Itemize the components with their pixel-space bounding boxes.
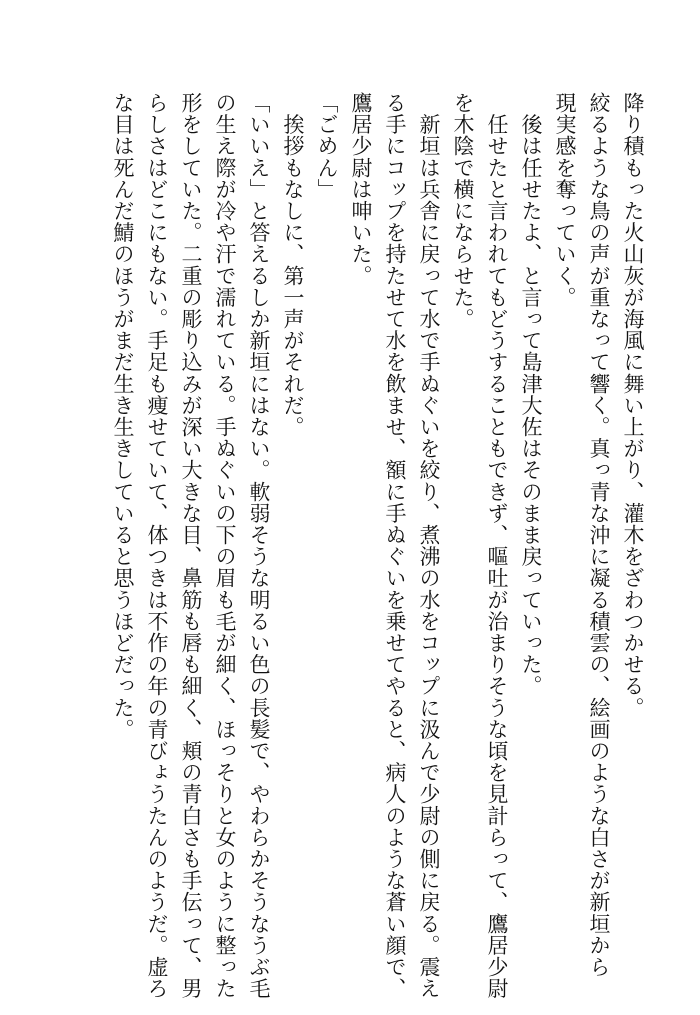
text-line: な目は死んだ鯖のほうがまだ生き生きしていると思うほどだった。 [111, 92, 135, 740]
text-line: を木陰で横にならせた。 [451, 92, 475, 330]
text-line: 任せたと言われてもどうすることもできず、嘔吐が治まりそうな頃を見計らって、鷹居少尉 [485, 92, 509, 1000]
text-line: る手にコップを持たせて水を飲ませ、額に手ぬぐいを乗せてやると、病人のような蒼い顔で、 [383, 92, 407, 1000]
text-line: らしさはどこにもない。手足も痩せていて、体つきは不作の年の青びょうたんのようだ。虚ろ [145, 92, 169, 1000]
text-line: 降り積もった火山灰が海風に舞い上がり、灌木をざわつかせる。 [621, 92, 645, 719]
text-line: 後は任せたよ、と言って島津大佐はそのまま戻っていった。 [519, 92, 543, 697]
text-line: 「ごめん」 [315, 92, 339, 200]
text-line: 形をしていた。二重の彫り込みが深い大きな目、鼻筋も唇も細く、頬の青白さも手伝って、男 [179, 92, 203, 1000]
vertical-text-block [106, 92, 650, 1000]
text-line: 新垣は兵舎に戻って水で手ぬぐいを絞り、煮沸の水をコップに汲んで少尉の側に戻る。震え [417, 92, 441, 1000]
text-line: 現実感を奪っていく。 [553, 92, 577, 308]
text-line: 挨拶もなしに、第一声がそれだ。 [281, 92, 305, 438]
text-line: 「いいえ」と答えるしか新垣にはない。軟弱そうな明るい色の長髪で、やわらかそうなうぶ毛 [247, 92, 271, 1000]
text-line: 絞るような鳥の声が重なって響く。真っ青な沖に凝る積雲の、絵画のような白さが新垣から [587, 92, 611, 978]
text-line: 鷹居少尉は呻いた。 [349, 92, 373, 287]
text-line: の生え際が冷や汗で濡れている。手ぬぐいの下の眉も毛が細く、ほっそりと女のように整った [213, 92, 237, 1000]
